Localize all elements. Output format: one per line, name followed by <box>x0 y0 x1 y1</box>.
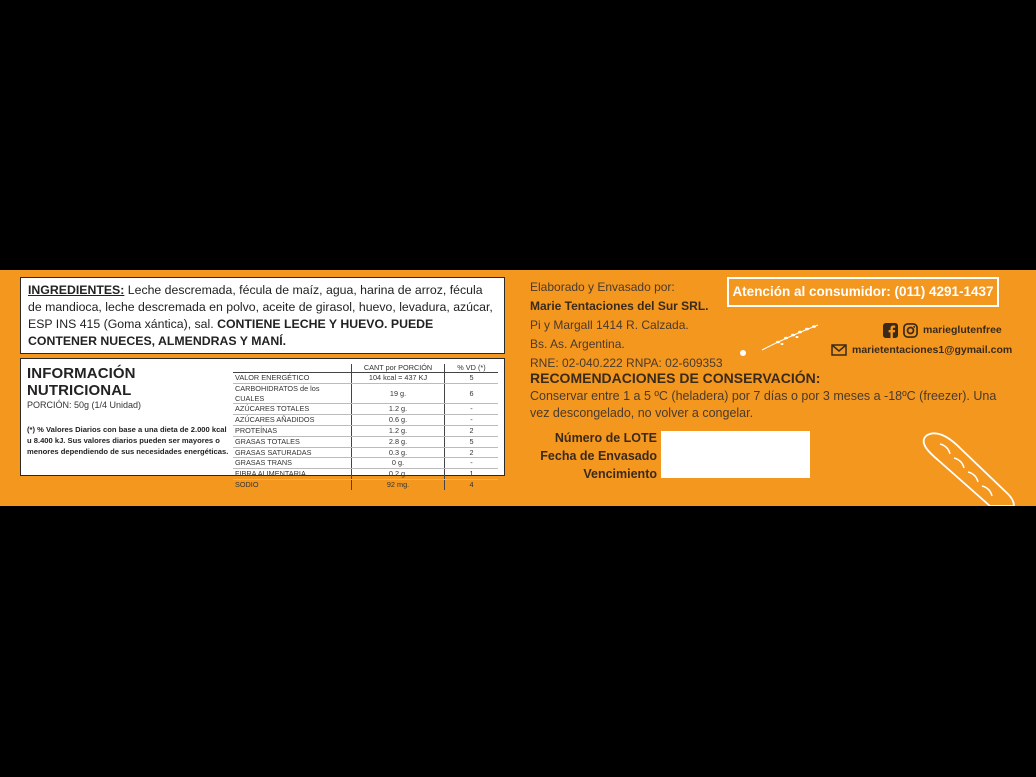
maker-line: Elaborado y Envasado por: <box>530 280 675 294</box>
nutrient-amount: 92 mg. <box>352 479 445 489</box>
table-row <box>233 469 498 480</box>
nutrient-amount: 0.2 g. <box>352 469 445 480</box>
social-handle-text: marieglutenfree <box>923 324 1002 336</box>
nutrient-name: GRASAS TRANS <box>233 458 352 469</box>
nutrient-name: FIBRA ALIMENTARIA <box>233 469 352 480</box>
nutrient-name: PROTEÍNAS <box>233 425 352 436</box>
nutrient-dv: - <box>444 415 498 426</box>
nutrition-note: (*) % Valores Diarios con base a una dieta de 2.000 kcal u 8.400 kJ. Sus valores diarios pueden ser mayores o menores dependiendo de sus necesidades energéticas. <box>27 425 229 456</box>
contact-email <box>831 342 1012 358</box>
table-row <box>233 373 498 384</box>
maker-address: Pi y Margall 1414 R. Calzada. <box>530 318 689 332</box>
maker-registry: RNE: 02-040.222 RNPA: 02-609353 <box>530 356 723 370</box>
ingredients-box <box>20 277 505 354</box>
nutrient-name: VALOR ENERGÉTICO <box>233 373 352 384</box>
nutrient-dv: 5 <box>444 373 498 384</box>
header-daily-value: % VD (*) <box>444 364 498 373</box>
nutrient-dv: 6 <box>444 383 498 404</box>
nutrient-amount: 0.3 g. <box>352 447 445 458</box>
header-nutrient <box>233 364 352 373</box>
nutrient-dv: 5 <box>444 436 498 447</box>
ingredients-title: INGREDIENTES: <box>28 283 125 297</box>
nutrient-dv: 2 <box>444 447 498 458</box>
table-row <box>233 425 498 436</box>
nutrition-title: INFORMACIÓN NUTRICIONAL <box>27 365 136 399</box>
table-row <box>233 479 498 489</box>
lote-stamp-area <box>661 431 810 478</box>
nutrient-amount: 19 g. <box>352 383 445 404</box>
facebook-icon <box>883 323 898 338</box>
product-label <box>0 270 1036 506</box>
nutrition-table <box>233 364 498 490</box>
nutrient-name: CARBOHIDRATOS de los CUALES <box>233 383 352 404</box>
nutrition-portion: PORCIÓN: 50g (1/4 Unidad) <box>27 400 142 410</box>
email-text: marietentaciones1@gymail.com <box>852 344 1013 356</box>
social-handle <box>883 322 1002 338</box>
table-row <box>233 383 498 404</box>
maker-company: Marie Tentaciones del Sur SRL. <box>530 299 709 313</box>
consumer-hotline: Atención al consumidor: (011) 4291-1437 <box>727 277 999 307</box>
packaging-date-label: Fecha de Envasado <box>540 449 657 463</box>
nutrient-name: AZÚCARES AÑADIDOS <box>233 415 352 426</box>
header-amount: CANT por PORCIÓN <box>352 364 445 373</box>
nutrition-table-header <box>233 364 498 373</box>
nutrient-dv: - <box>444 404 498 415</box>
allergens-text: CONTIENE LECHE Y HUEVO. PUEDE CONTENER NUECES, ALMENDRAS Y MANÍ. <box>28 317 434 348</box>
nutrition-box <box>20 358 505 489</box>
conservation-title: RECOMENDACIONES DE CONSERVACIÓN: <box>530 370 821 386</box>
lote-labels <box>520 429 657 483</box>
nutrient-amount: 104 kcal = 437 KJ <box>352 373 445 384</box>
lote-number-label: Número de LOTE <box>554 431 657 445</box>
decorative-dot <box>740 350 746 356</box>
table-row <box>233 447 498 458</box>
nutrient-dv: 4 <box>444 479 498 489</box>
nutrient-amount: 2.8 g. <box>352 436 445 447</box>
nutrient-name: AZÚCARES TOTALES <box>233 404 352 415</box>
table-row <box>233 404 498 415</box>
ingredients-text: Leche descremada, fécula de maíz, agua, harina de arroz, fécula de mandioca, leche descremada en polvo, aceite de girasol, huevo, levadura, azúcar, ESP INS 415 (Goma xántica), sal. <box>28 283 493 331</box>
maker-info <box>530 278 723 373</box>
nutrient-name: GRASAS SATURADAS <box>233 447 352 458</box>
conservation-text: Conservar entre 1 a 5 ºC (heladera) por 7 días o por 3 meses a -18ºC (freezer). Una vez descongelado, no volver a congelar. <box>530 389 997 420</box>
nutrient-name: GRASAS TOTALES <box>233 436 352 447</box>
nutrition-header <box>27 365 232 457</box>
expiration-label: Vencimiento <box>583 467 657 481</box>
maker-city: Bs. As. Argentina. <box>530 337 625 351</box>
nutrient-amount: 0.6 g. <box>352 415 445 426</box>
instagram-icon <box>903 323 918 338</box>
nutrient-dv: - <box>444 458 498 469</box>
nutrient-amount: 1.2 g. <box>352 404 445 415</box>
nutrient-name: SODIO <box>235 479 259 489</box>
nutrient-amount: 1.2 g. <box>352 425 445 436</box>
mail-icon <box>831 344 847 356</box>
nutrient-amount: 0 g. <box>352 458 445 469</box>
nutrient-dv: 1 <box>444 469 498 480</box>
nutrient-dv: 2 <box>444 425 498 436</box>
lavender-sprig-icon <box>760 320 822 352</box>
baguette-icon <box>920 430 1015 506</box>
table-row <box>233 415 498 426</box>
table-row <box>233 436 498 447</box>
table-row <box>233 458 498 469</box>
